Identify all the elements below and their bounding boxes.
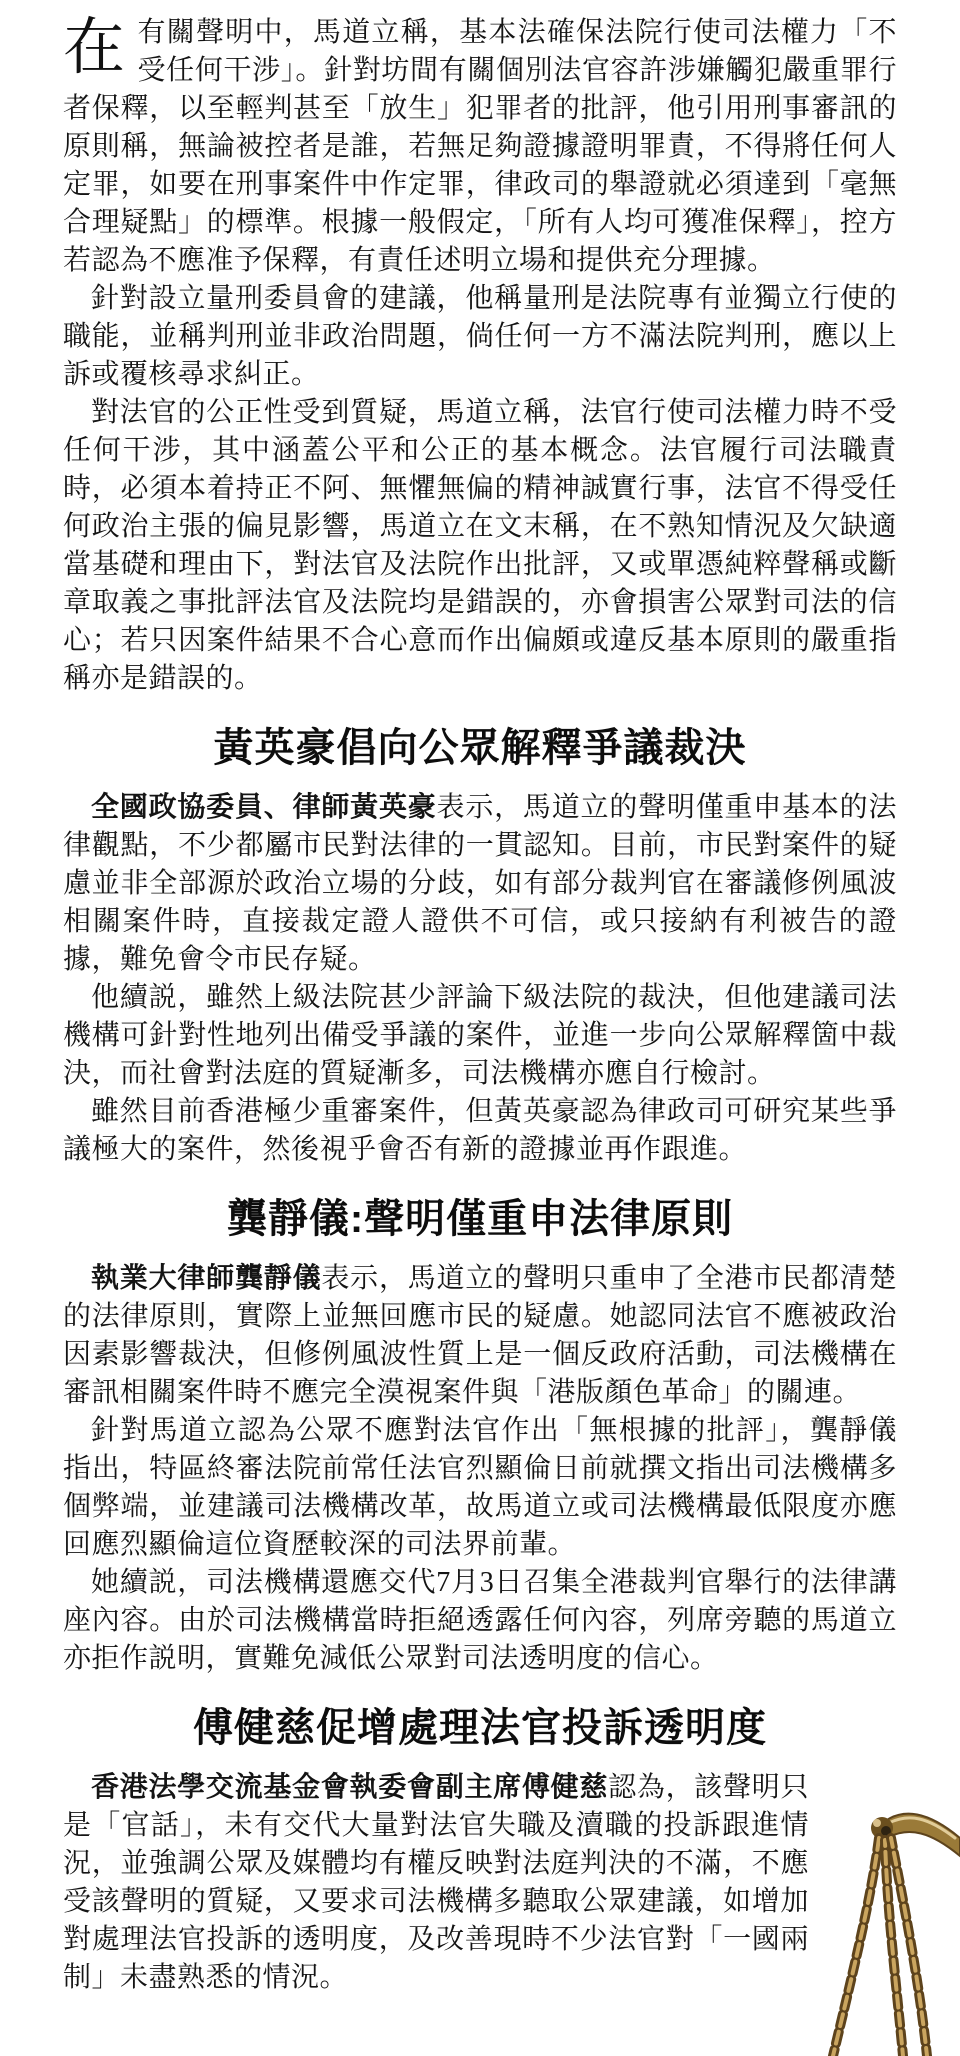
paragraph xyxy=(63,1768,897,1997)
chain-knot-highlight xyxy=(873,1819,881,1827)
lead-paragraph xyxy=(63,14,897,280)
article-body xyxy=(63,14,897,2028)
paragraph-text: 表示，馬道立的聲明僅重申基本的法律觀點，不少都屬市民對法律的一貫認知。目前，市民對案件的疑慮並非全部源於政治立場的分歧，如有部分裁判官在審議修例風波相關案件時，直接裁定證人證供不可信，或只接納有利被告的證據，難免會令市民存疑。 xyxy=(63,792,897,975)
drop-cap: 在 xyxy=(63,14,126,82)
paragraph xyxy=(63,788,897,979)
lead-text: 有關聲明中，馬道立稱，基本法確保法院行使司法權力「不受任何干涉」。針對坊間有關個別法官容許涉嫌觸犯嚴重罪行者保釋，以至輕判甚至「放生」犯罪者的批評，他引用刑事審訊的原則稱，無論被控者是誰，若無足夠證據證明罪責，不得將任何人定罪，如要在刑事案件中作定罪，律政司的舉證就必須達到「毫無合理疑點」的標準。根據一般假定，「所有人均可獲准保釋」，控方若認為不應准予保釋，有責任述明立場和提供充分理據。 xyxy=(63,17,897,276)
paragraph: 她續説，司法機構還應交代7月3日召集全港裁判官舉行的法律講座內容。由於司法機構當時拒絕透露任何內容，列席旁聽的馬道立亦拒作説明，實難免減低公眾對司法透明度的信心。 xyxy=(63,1567,897,1674)
intro-paragraph-1: 針對設立量刑委員會的建議，他稱量刑是法院專有並獨立行使的職能，並稱判刑並非政治問題，倘任何一方不滿法院判刑，應以上訴或覆核尋求糾正。 xyxy=(63,283,897,390)
paragraph: 雖然目前香港極少重審案件，但黃英豪認為律政司可研究某些爭議極大的案件，然後視乎會否有新的證據並再作跟進。 xyxy=(63,1096,897,1165)
paragraph: 針對馬道立認為公眾不應對法官作出「無根據的批評」，龔靜儀指出，特區終審法院前常任法官烈顯倫日前就撰文指出司法機構多個弊端，並建議司法機構改革，故馬道立或司法機構最低限度亦應回應烈顯倫這位資歷較深的司法界前輩。 xyxy=(63,1415,897,1560)
speaker-bold-lead: 執業大律師龔靜儀 xyxy=(91,1262,322,1293)
justice-scale-chains-image xyxy=(825,1780,960,2056)
section-headline-wong-ying-ho: 黃英豪倡向公眾解釋爭議裁決 xyxy=(213,726,747,770)
section-headline-fu-kin-chi: 傅健慈促增處理法官投訴透明度 xyxy=(193,1706,767,1750)
paragraph-text: 表示，馬道立的聲明只重申了全港市民都清楚的法律原則，實際上並無回應市民的疑慮。她認同法官不應被政治因素影響裁決，但修例風波性質上是一個反政府活動，司法機構在審訊相關案件時不應完全漠視案件與「港版顏色革命」的關連。 xyxy=(63,1263,897,1408)
intro-paragraph-2: 對法官的公正性受到質疑，馬道立稱，法官行使司法權力時不受任何干涉，其中涵蓋公平和公正的基本概念。法官履行司法職責時，必須本着持正不阿、無懼無偏的精神誠實行事，法官不得受任何政治主張的偏見影響，馬道立在文末稱，在不熟知情況及欠缺適當基礎和理由下，對法官及法院作出批評，又或單憑純粹聲稱或斷章取義之事批評法官及法院均是錯誤的，亦會損害公眾對司法的信心；若只因案件結果不合心意而作出偏頗或違反基本原則的嚴重指稱亦是錯誤的。 xyxy=(63,397,897,694)
paragraph: 他續説，雖然上級法院甚少評論下級法院的裁決，但他建議司法機構可針對性地列出備受爭議的案件，並進一步向公眾解釋箇中裁決，而社會對法庭的質疑漸多，司法機構亦應自行檢討。 xyxy=(63,982,897,1089)
paragraph-text: 認為，該聲明只是「官話」，未有交代大量對法官失職及瀆職的投訴跟進情況，並強調公眾及媒體均有權反映對法庭判決的不滿，不應受該聲明的質疑，又要求司法機構多聽取公眾建議，如增加對處理法官投訴的透明度，及改善現時不少法官對「一國兩制」未盡熟悉的情況。 xyxy=(63,1772,809,1993)
section-headline-kung-ching-yi: 龔靜儀:聲明僅重申法律原則 xyxy=(226,1197,734,1241)
speaker-bold-lead: 香港法學交流基金會執委會副主席傅健慈 xyxy=(91,1771,609,1802)
speaker-bold-lead: 全國政協委員、律師黃英豪 xyxy=(91,791,437,822)
paragraph xyxy=(63,1259,897,1412)
